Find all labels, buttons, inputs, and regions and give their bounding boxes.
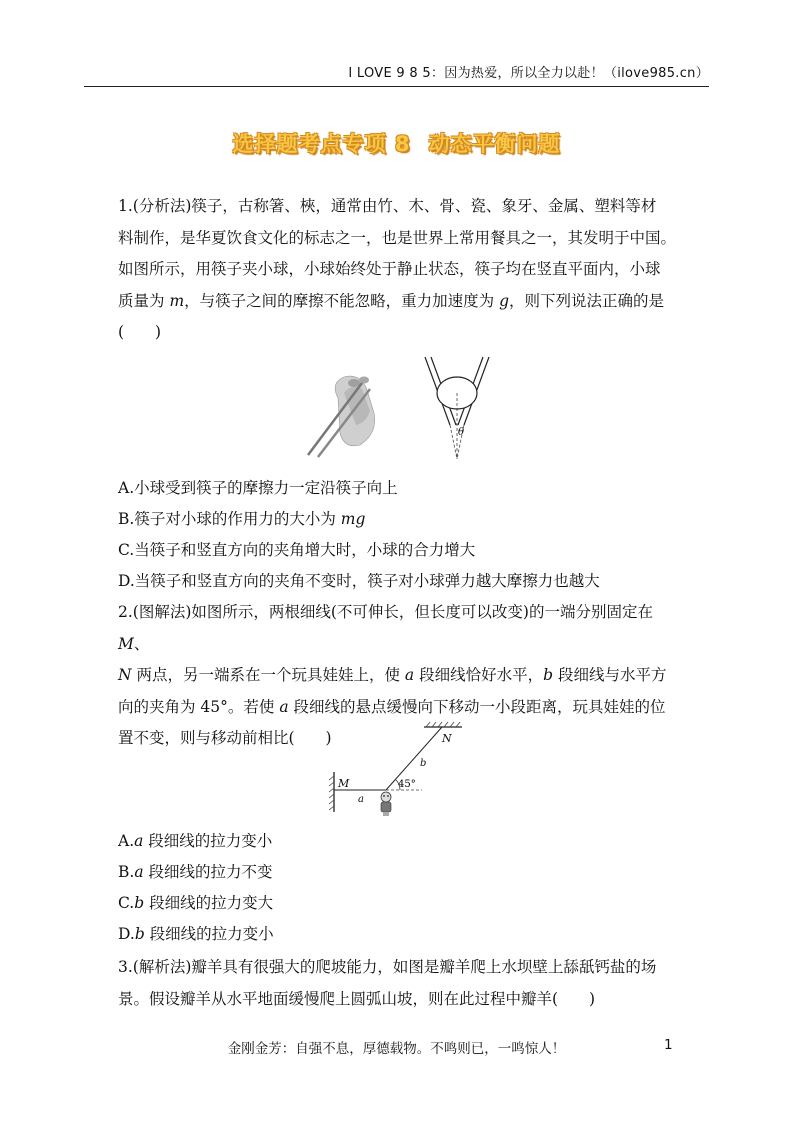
q1-option-d: D.当筷子和竖直方向的夹角不变时，筷子对小球弹力越大摩擦力也越大 [118,572,600,590]
q2-option-c: C.b 段细线的拉力变大 [118,894,274,912]
q2-option-d: D.b 段细线的拉力变小 [118,925,274,943]
doll [381,792,391,816]
label-N: N [442,732,452,745]
q1-option-a: A.小球受到筷子的摩擦力一定沿筷子向上 [118,479,398,497]
strings-figure [322,720,472,824]
var-g: g [499,291,510,310]
theta-label: θ [458,427,465,438]
page-number: 1 [664,1037,673,1053]
q1-option-b: B.筷子对小球的作用力的大小为 mg [118,510,366,528]
q1-option-c: C.当筷子和竖直方向的夹角增大时，小球的合力增大 [118,541,476,559]
chopsticks-figure [300,353,500,463]
label-M: M [338,777,350,790]
q3-line-1: 3.(解析法)瓣羊具有很强大的爬坡能力，如图是瓣羊爬上水坝壁上舔舐钙盐的场 [118,958,657,976]
q3-line-2: 景。假设瓣羊从水平地面缓慢爬上圆弧山坡，则在此过程中瓣羊( ) [118,989,596,1008]
q2-line-3: 向的夹角为 45°。若使 a 段细线的悬点缓慢向下移动一小段距离，玩具娃娃的位 [118,697,666,716]
title-part1: 选择题考点专项 8 [232,132,411,156]
q1-line-1: 1.(分析法)筷子，古称箸、梜，通常由竹、木、骨、瓷、象牙、金属、塑料等材 [118,197,657,215]
page-footer: 金刚金芳：自强不息，厚德载物。不鸣则已，一鸣惊人！ [227,1041,566,1057]
question-1 [118,191,678,349]
title-part2: 动态平衡问题 [428,132,561,156]
q2-line-2: N 两点，另一端系在一个玩具娃娃上，使 a 段细线恰好水平，b 段细线与水平方 [118,666,667,684]
q2-option-a: A.a 段细线的拉力变小 [118,832,273,850]
q2-option-b: B.a 段细线的拉力不变 [118,863,273,881]
schematic-diagram [425,357,489,459]
page-header: I LOVE 9 8 5：因为热爱，所以全力以赴！（ilove985.cn） [348,66,709,81]
var-m: m [169,291,185,310]
q1-line-2: 料制作，是华夏饮食文化的标志之一，也是世界上常用餐具之一，其发明于中国。 [118,228,677,247]
label-angle: 45° [398,779,416,790]
q2-line-1: 2.(图解法)如图所示，两根细线(不可伸长，但长度可以改变)的一端分别固定在 M、 [118,603,653,653]
page-title [0,128,793,158]
q1-line-4: 质量为 m，与筷子之间的摩擦不能忽略，重力加速度为 g，则下列说法正确的是 [118,291,665,310]
q1-answer-bracket: ( ) [118,323,162,341]
q2-line-4: 置不变，则与移动前相比( ) [118,729,332,747]
q1-line-3: 如图所示，用筷子夹小球，小球始终处于静止状态，筷子均在竖直平面内，小球 [118,260,661,278]
question-3 [118,952,678,1015]
label-b: b [420,758,427,769]
label-a: a [358,794,364,805]
header-rule [84,86,709,87]
